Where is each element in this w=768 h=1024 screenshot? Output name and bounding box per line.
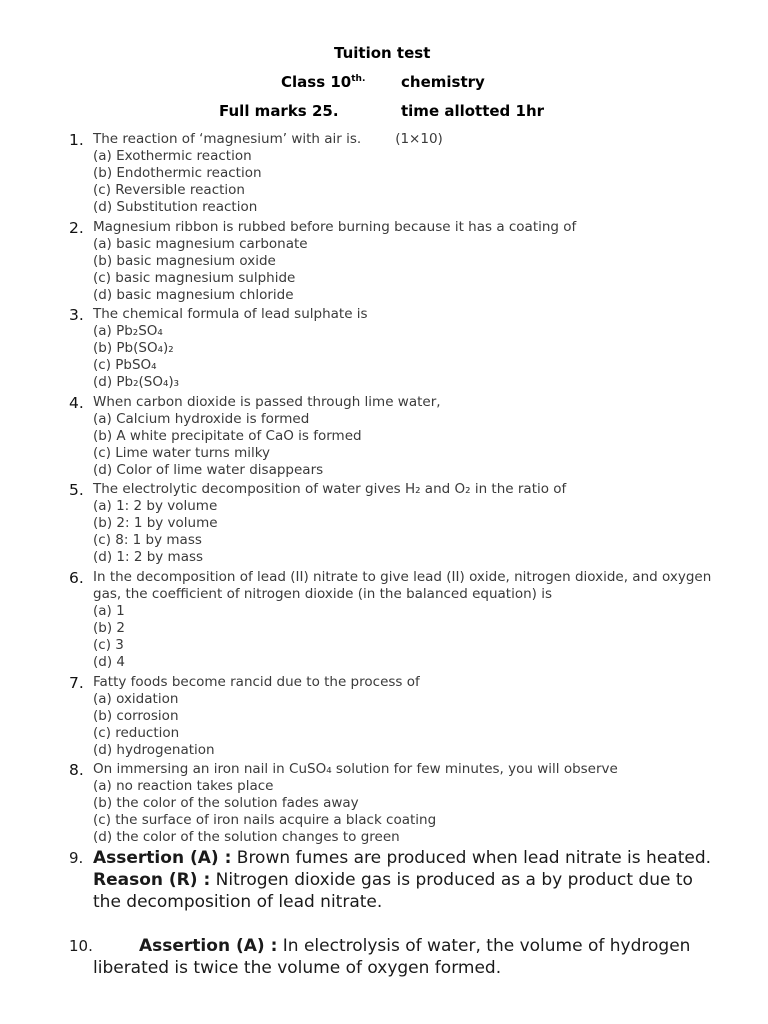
option: (a) Pb₂SO₄ (93, 323, 163, 339)
assertion-paragraph (93, 935, 723, 979)
option: (a) oxidation (93, 691, 179, 707)
option: (d) hydrogenation (93, 742, 215, 758)
option: (d) Substitution reaction (93, 199, 258, 215)
question-number: 2. (69, 219, 84, 237)
class-superscript: th. (351, 74, 366, 84)
question-number: 8. (69, 761, 84, 779)
option: (c) reduction (93, 725, 180, 741)
option: (d) the color of the solution changes to green (93, 829, 400, 845)
reason-label: Reason (R) : (93, 870, 211, 890)
option: (c) 8: 1 by mass (93, 532, 202, 548)
time-allotted-label: time allotted 1hr (401, 102, 545, 120)
question-text: The electrolytic decomposition of water gives H₂ and O₂ in the ratio of (93, 481, 567, 497)
option: (c) PbSO₄ (93, 357, 157, 373)
full-marks-label: Full marks 25. (219, 102, 339, 120)
question-9 (0, 847, 768, 913)
question-number: 9. (69, 849, 84, 867)
option: (c) Lime water turns milky (93, 445, 271, 461)
question-3 (0, 306, 768, 391)
question-number: 10. (69, 937, 93, 955)
reason-paragraph (93, 869, 723, 913)
assertion-paragraph (93, 847, 723, 869)
question-text: In the decomposition of lead (II) nitrate to give lead (II) oxide, nitrogen dioxide, and oxygen gas, the coefficient of nitrogen dioxide (in the balanced equation) is (93, 569, 712, 602)
question-number: 6. (69, 569, 84, 587)
assertion-label: Assertion (A) : (139, 936, 278, 956)
option: (a) Calcium hydroxide is formed (93, 411, 310, 427)
question-number: 4. (69, 394, 84, 412)
question-10 (0, 935, 768, 979)
option: (c) 3 (93, 637, 124, 653)
option: (b) 2: 1 by volume (93, 515, 218, 531)
option: (b) 2 (93, 620, 125, 636)
option: (c) the surface of iron nails acquire a black coating (93, 812, 437, 828)
question-number: 5. (69, 481, 84, 499)
question-1 (0, 131, 768, 216)
option: (c) basic magnesium sulphide (93, 270, 296, 286)
question-2 (0, 219, 768, 304)
question-text: On immersing an iron nail in CuSO₄ solution for few minutes, you will observe (93, 761, 618, 777)
question-text: The chemical formula of lead sulphate is (93, 306, 368, 322)
subject-label: chemistry (401, 73, 485, 91)
option: (d) basic magnesium chloride (93, 287, 294, 303)
option: (a) no reaction takes place (93, 778, 274, 794)
option: (b) Endothermic reaction (93, 165, 262, 181)
reason-text: Nitrogen dioxide gas is produced as a by product due to the decomposition of lead nitrate. (93, 870, 693, 912)
question-number: 7. (69, 674, 84, 692)
option: (a) 1 (93, 603, 125, 619)
question-text: Fatty foods become rancid due to the process of (93, 674, 420, 690)
question-text (93, 131, 723, 148)
option: (b) A white precipitate of CaO is formed (93, 428, 362, 444)
class-text: Class 10 (281, 73, 352, 91)
question-5 (0, 481, 768, 566)
option: (d) Color of lime water disappears (93, 462, 324, 478)
marks-note: (1×10) (395, 131, 443, 147)
question-8 (0, 761, 768, 846)
assertion-label: Assertion (A) : (93, 848, 232, 868)
option: (b) corrosion (93, 708, 179, 724)
question-number: 3. (69, 306, 84, 324)
question-text: When carbon dioxide is passed through lime water, (93, 394, 441, 410)
option: (d) 4 (93, 654, 125, 670)
question-7 (0, 674, 768, 759)
option: (b) the color of the solution fades away (93, 795, 359, 811)
question-text: Magnesium ribbon is rubbed before burning because it has a coating of (93, 219, 577, 235)
option: (d) 1: 2 by mass (93, 549, 204, 565)
test-title: Tuition test (334, 44, 431, 62)
option: (d) Pb₂(SO₄)₃ (93, 374, 180, 390)
option: (b) Pb(SO₄)₂ (93, 340, 174, 356)
question-number: 1. (69, 131, 84, 149)
assertion-text: In electrolysis of water, the volume of hydrogen liberated is twice the volume of oxygen formed. (93, 936, 691, 978)
option: (c) Reversible reaction (93, 182, 245, 198)
option: (b) basic magnesium oxide (93, 253, 276, 269)
question-6 (0, 569, 768, 671)
option: (a) Exothermic reaction (93, 148, 252, 164)
question-4 (0, 394, 768, 479)
class-label (281, 73, 365, 91)
question-stem: The reaction of ‘magnesium’ with air is. (93, 131, 362, 147)
assertion-text: Brown fumes are produced when lead nitrate is heated. (231, 848, 712, 868)
option: (a) 1: 2 by volume (93, 498, 218, 514)
option: (a) basic magnesium carbonate (93, 236, 308, 252)
